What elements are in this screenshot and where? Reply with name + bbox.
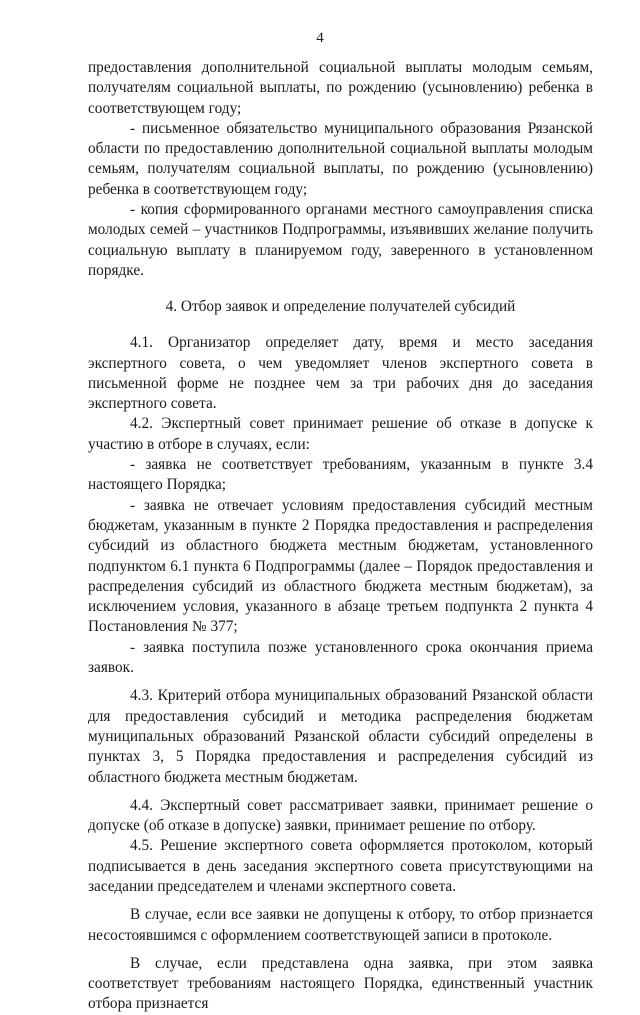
list-item-conditions: - заявка не отвечает условиям предоставления субсидий местным бюджетам, указанным в пункте 2 Порядка предоставления и распределения субсидий из областного бюджета местным бюджетам, установленного подпунктом 6.1 пункта 6 Подпрограммы (далее – Порядок предоставления и распределения субсидий из областного бюджета местным бюджетам), за исключением условия, указанного в абзаце третьем подпункта 2 пункта 4 Постановления № 377; [88,496,593,636]
list-item-requirements: - заявка не соответствует требованиям, указанным в пункте 3.4 настоящего Порядка; [88,456,593,494]
clause-4-3: 4.3. Критерий отбора муниципальных образований Рязанской области для предоставления субсидий и методика распределения бюджетам муниципальных образований Рязанской области субсидий определены в пунктах 3, 5 Порядка предоставления и распределения субсидий из областного бюджета местным бюджетам. [88,687,593,786]
list-item-late-submission: - заявка поступила позже установленного срока окончания приема заявок. [88,638,593,677]
list-item-obligation: - письменное обязательство муниципального образования Рязанской области по предоставлению дополнительной социальной выплаты молодым семьям, получателям социальной выплаты, по рождению (усыновлению) ребенка в соответствующем году; [88,119,593,198]
clause-4-4: 4.4. Экспертный совет рассматривает заявки, принимает решение о допуске (об отказе в допуске) заявки, принимает решение по отбору. [88,796,593,835]
clause-4-2: 4.2. Экспертный совет принимает решение об отказе в допуске к участию в отборе в случаях, если: [88,415,593,453]
clause-4-5: 4.5. Решение экспертного совета оформляется протоколом, который подписывается в день заседания экспертного совета присутствующими на заседании председателем и членами экспертного совета. [88,837,593,895]
document-body [88,58,593,1015]
paragraph-single-application: В случае, если представлена одна заявка, при этом заявка соответствует требованиям настоящего Порядка, единственный участник отбора признается [88,954,593,1013]
clause-4-1: 4.1. Организатор определяет дату, время и место заседания экспертного совета, о чем уведомляет членов экспертного совета в письменной форме не позднее чем за три рабочих дня до заседания экспертного совета. [88,334,593,413]
page-number: 4 [316,30,324,46]
section-heading: 4. Отбор заявок и определение получателей субсидий [165,298,516,316]
paragraph-not-admitted: В случае, если все заявки не допущены к отбору, то отбор признается несостоявшимся с оформлением соответствующей записи в протоколе. [88,906,593,944]
paragraph-continuation: предоставления дополнительной социальной выплаты молодым семьям, получателям социальной выплаты, по рождению (усыновлению) ребенка в соответствующем году; [88,59,593,117]
list-item-families-copy: - копия сформированного органами местного самоуправления списка молодых семей – участников Подпрограммы, изъявивших желание получить социальную выплату в планируемом году, заверенного в установленном порядке. [88,201,593,279]
